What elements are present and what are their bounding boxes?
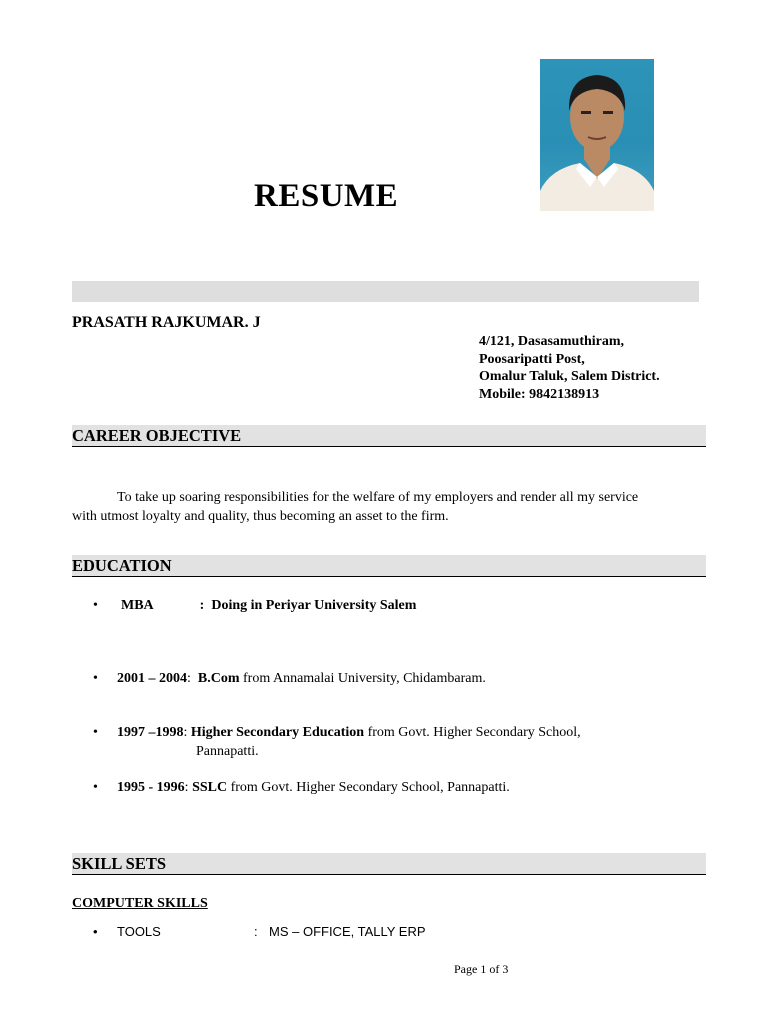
education-years: 1995 - 1996 <box>117 780 185 795</box>
education-degree: Higher Secondary Education <box>190 725 365 740</box>
skill-label: TOOLS <box>117 924 161 939</box>
section-header-skill-sets <box>72 853 706 875</box>
skill-separator: : <box>254 924 258 939</box>
section-header-career-objective <box>72 425 706 447</box>
education-label: MBA <box>121 598 154 613</box>
education-detail: Doing in Periyar University Salem <box>211 598 417 613</box>
education-separator: : <box>183 725 188 740</box>
education-degree: B.Com <box>197 671 240 686</box>
objective-line: To take up soaring responsibilities for the welfare of my employers and render all my service <box>117 490 639 505</box>
header-divider-band <box>72 281 699 302</box>
candidate-name: PRASATH RAJKUMAR. J <box>72 314 261 331</box>
address-line: Omalur Taluk, Salem District. <box>479 369 660 384</box>
bullet-icon: • <box>93 725 98 740</box>
skill-value: MS – OFFICE, TALLY ERP <box>269 924 426 939</box>
education-institution: from Govt. Higher Secondary School, <box>364 725 581 740</box>
education-years: 1997 –1998 <box>117 725 184 740</box>
education-years: 2001 – 2004 <box>117 671 187 686</box>
computer-skills-subheading: COMPUTER SKILLS <box>72 896 208 911</box>
bullet-icon: • <box>93 780 98 795</box>
address-line: 4/121, Dasasamuthiram, <box>479 334 625 349</box>
bullet-icon: • <box>93 671 98 686</box>
section-header-education <box>72 555 706 577</box>
mobile-number: Mobile: 9842138913 <box>479 386 600 402</box>
page-title: RESUME <box>254 178 399 214</box>
education-separator: : <box>187 671 191 686</box>
person-portrait-icon <box>540 59 654 211</box>
section-title: CAREER OBJECTIVE <box>72 426 242 445</box>
section-title: SKILL SETS <box>72 854 167 873</box>
education-separator: : <box>199 598 205 613</box>
page-number: Page 1 of 3 <box>454 962 509 976</box>
education-degree: SSLC <box>192 780 228 795</box>
education-institution: from Annamalai University, Chidambaram. <box>239 671 486 686</box>
education-institution: from Govt. Higher Secondary School, Pannapatti. <box>227 780 510 795</box>
career-objective-text <box>72 488 712 526</box>
education-institution-continued: Pannapatti. <box>196 744 259 759</box>
bullet-icon: • <box>93 598 98 613</box>
address-line: Poosaripatti Post, <box>479 351 585 367</box>
profile-photo <box>540 59 654 211</box>
bullet-icon: • <box>93 924 98 939</box>
contact-address <box>479 333 660 403</box>
education-separator: : <box>184 780 189 795</box>
section-title: EDUCATION <box>72 556 172 575</box>
objective-line: with utmost loyalty and quality, thus becoming an asset to the firm. <box>72 509 449 524</box>
